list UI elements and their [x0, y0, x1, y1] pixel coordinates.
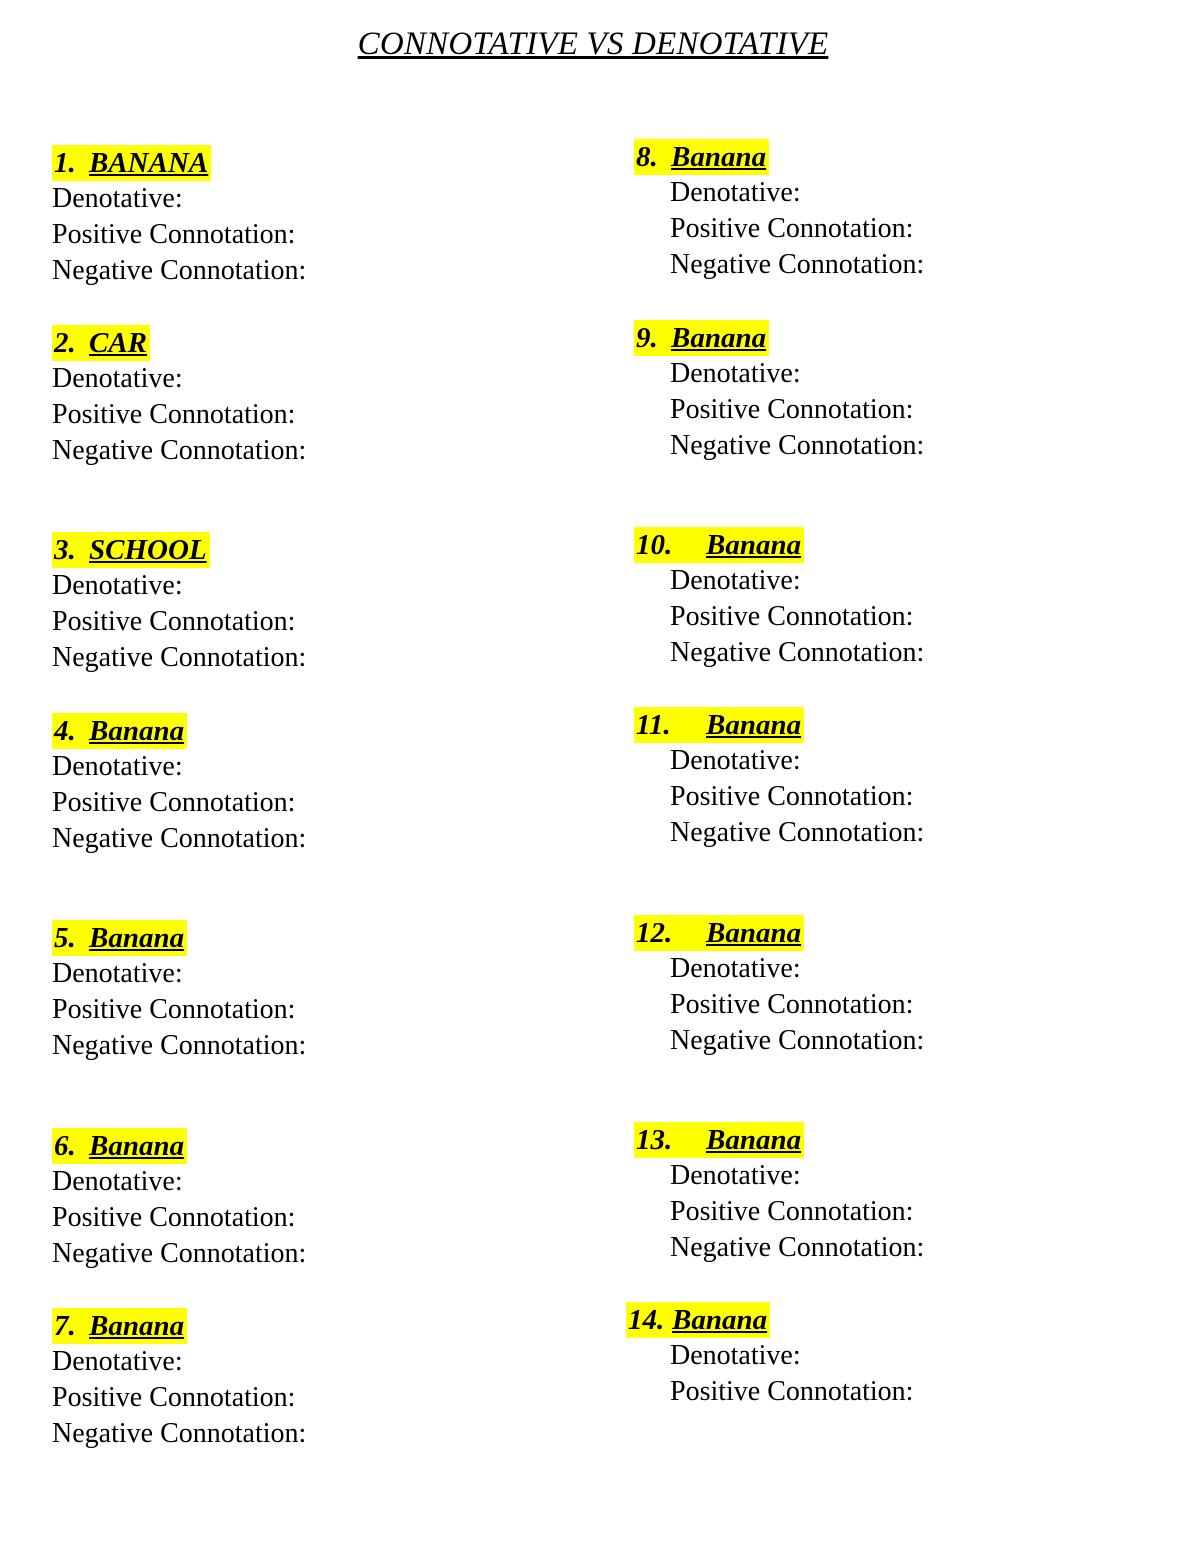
item-heading: 7. Banana	[52, 1308, 187, 1344]
page-title: CONNOTATIVE VS DENOTATIVE	[357, 26, 829, 62]
positive-connotation-label: Positive Connotation:	[670, 1196, 914, 1227]
item-heading: 9. Banana	[634, 320, 769, 356]
negative-connotation-label: Negative Connotation:	[52, 642, 307, 673]
denotative-label: Denotative:	[52, 958, 183, 989]
denotative-label: Denotative:	[670, 565, 801, 596]
positive-connotation-label: Positive Connotation:	[670, 989, 914, 1020]
item-8	[634, 139, 924, 283]
item-heading: 1. BANANA	[52, 145, 211, 181]
item-heading: 2. CAR	[52, 325, 150, 361]
item-2	[52, 325, 306, 469]
item-14	[626, 1302, 913, 1410]
denotative-label: Denotative:	[52, 1166, 183, 1197]
item-heading: 8. Banana	[634, 139, 769, 175]
negative-connotation-label: Negative Connotation:	[52, 255, 307, 286]
item-heading: 10. Banana	[634, 527, 804, 563]
denotative-label: Denotative:	[670, 745, 801, 776]
item-12	[634, 915, 924, 1059]
negative-connotation-label: Negative Connotation:	[52, 1030, 307, 1061]
denotative-label: Denotative:	[52, 570, 183, 601]
item-heading: 12. Banana	[634, 915, 804, 951]
positive-connotation-label: Positive Connotation:	[670, 213, 914, 244]
positive-connotation-label: Positive Connotation:	[52, 1202, 296, 1233]
positive-connotation-label: Positive Connotation:	[52, 994, 296, 1025]
denotative-label: Denotative:	[670, 358, 801, 389]
item-4	[52, 713, 306, 857]
positive-connotation-label: Positive Connotation:	[52, 1382, 296, 1413]
negative-connotation-label: Negative Connotation:	[670, 1025, 925, 1056]
positive-connotation-label: Positive Connotation:	[52, 399, 296, 430]
positive-connotation-label: Positive Connotation:	[52, 606, 296, 637]
positive-connotation-label: Positive Connotation:	[52, 787, 296, 818]
positive-connotation-label: Positive Connotation:	[670, 781, 914, 812]
item-11	[634, 707, 924, 851]
denotative-label: Denotative:	[670, 1340, 801, 1371]
negative-connotation-label: Negative Connotation:	[670, 1232, 925, 1263]
denotative-label: Denotative:	[52, 751, 183, 782]
negative-connotation-label: Negative Connotation:	[670, 249, 925, 280]
item-heading: 5. Banana	[52, 920, 187, 956]
positive-connotation-label: Positive Connotation:	[670, 394, 914, 425]
negative-connotation-label: Negative Connotation:	[670, 637, 925, 668]
negative-connotation-label: Negative Connotation:	[52, 1418, 307, 1449]
negative-connotation-label: Negative Connotation:	[670, 817, 925, 848]
denotative-label: Denotative:	[670, 177, 801, 208]
denotative-label: Denotative:	[52, 1346, 183, 1377]
negative-connotation-label: Negative Connotation:	[52, 823, 307, 854]
item-heading: 13. Banana	[634, 1122, 804, 1158]
positive-connotation-label: Positive Connotation:	[670, 1376, 914, 1407]
negative-connotation-label: Negative Connotation:	[52, 1238, 307, 1269]
item-10	[634, 527, 924, 671]
denotative-label: Denotative:	[52, 363, 183, 394]
item-heading: 14. Banana	[626, 1302, 770, 1338]
item-1	[52, 145, 306, 289]
denotative-label: Denotative:	[670, 1160, 801, 1191]
item-heading: 3. SCHOOL	[52, 532, 210, 568]
denotative-label: Denotative:	[52, 183, 183, 214]
item-6	[52, 1128, 306, 1272]
item-13	[634, 1122, 924, 1266]
item-heading: 6. Banana	[52, 1128, 187, 1164]
item-heading: 11. Banana	[634, 707, 804, 743]
item-9	[634, 320, 924, 464]
positive-connotation-label: Positive Connotation:	[670, 601, 914, 632]
negative-connotation-label: Negative Connotation:	[52, 435, 307, 466]
item-5	[52, 920, 306, 1064]
item-7	[52, 1308, 306, 1452]
negative-connotation-label: Negative Connotation:	[670, 430, 925, 461]
positive-connotation-label: Positive Connotation:	[52, 219, 296, 250]
denotative-label: Denotative:	[670, 953, 801, 984]
item-heading: 4. Banana	[52, 713, 187, 749]
item-3	[52, 532, 306, 676]
